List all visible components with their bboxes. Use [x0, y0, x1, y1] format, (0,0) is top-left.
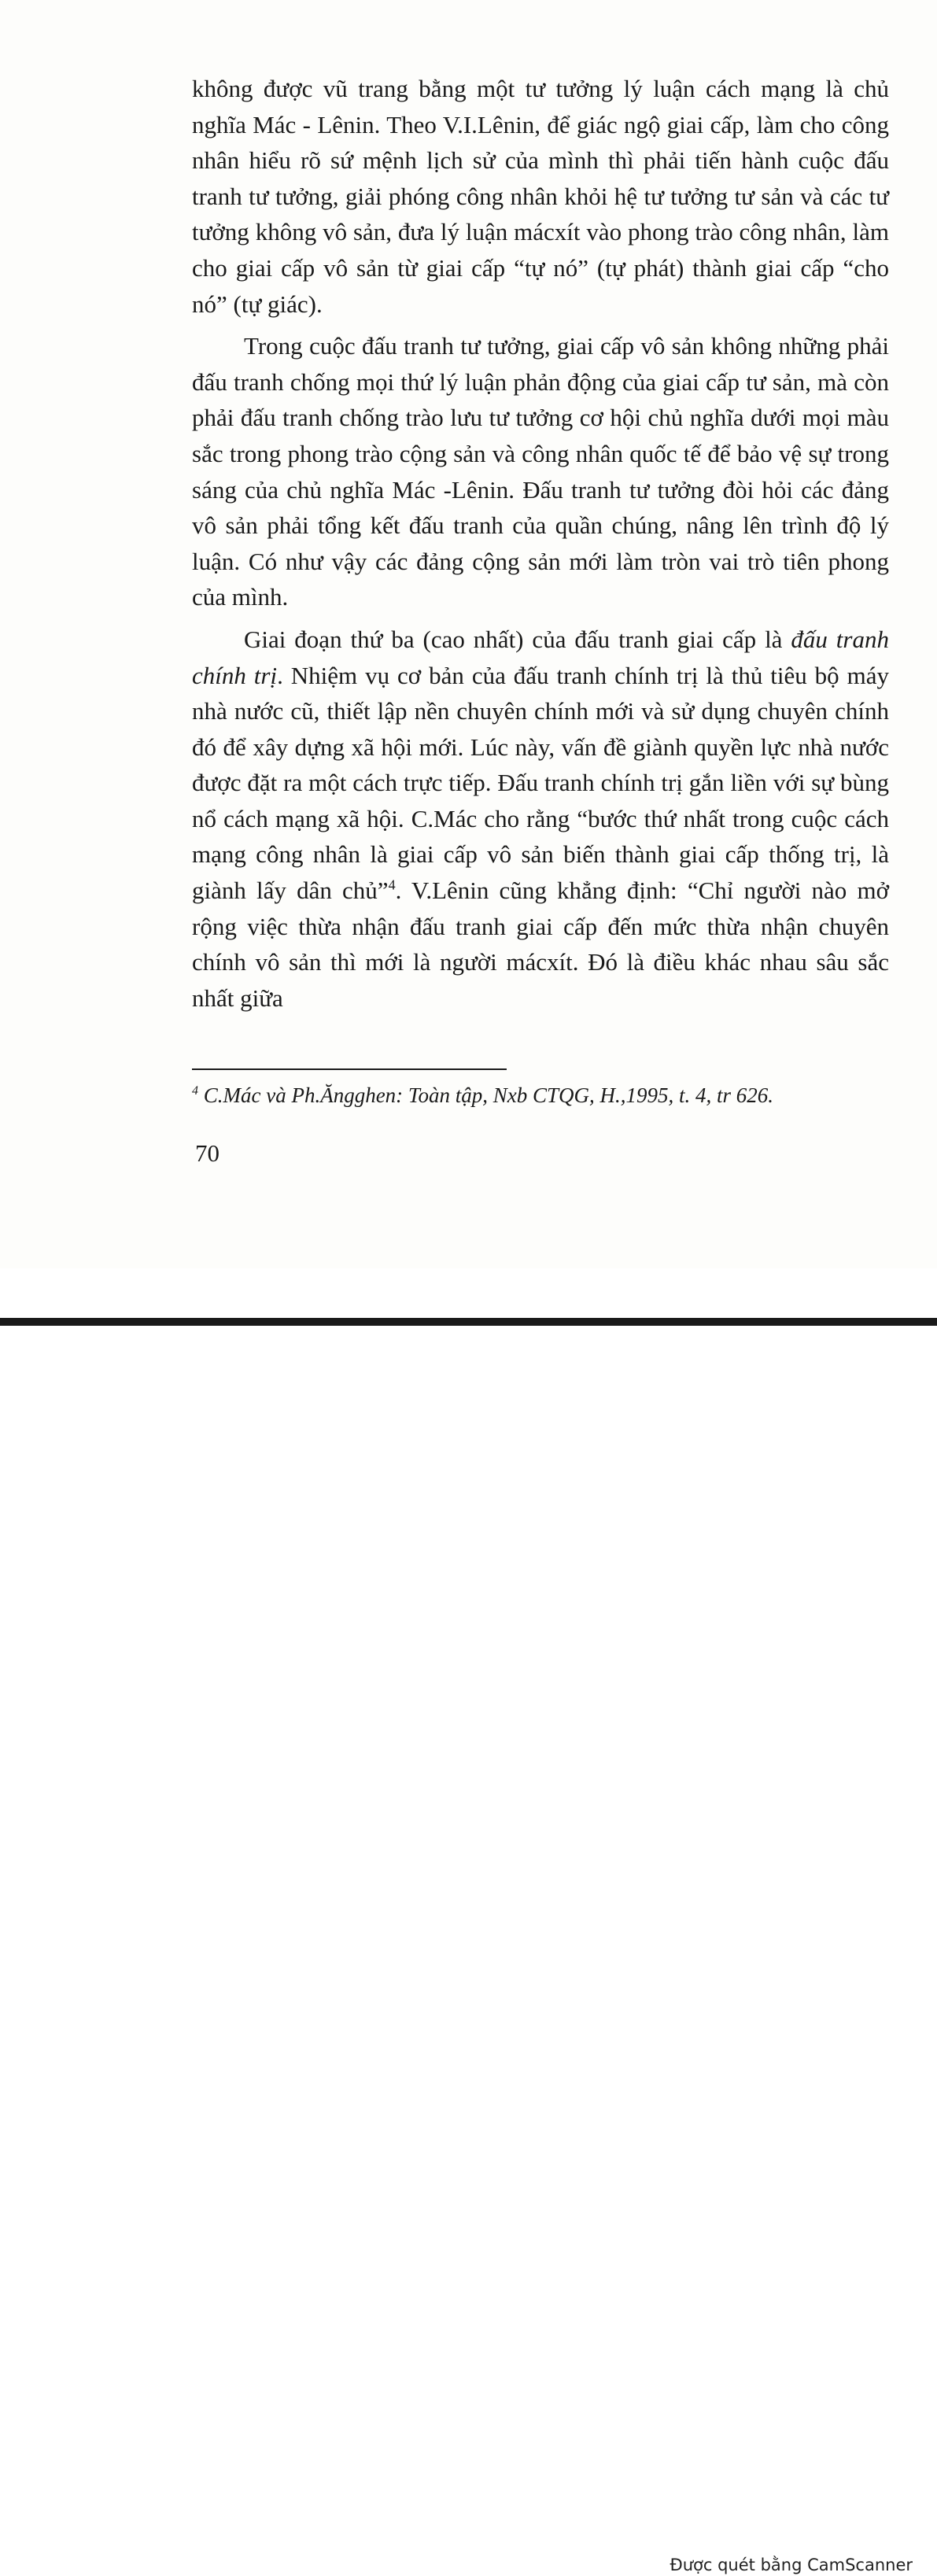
paragraph-3 — [192, 622, 889, 1017]
footnote-marker: 4 — [192, 1084, 198, 1098]
paragraph-3-intro: Giai đoạn thứ ba (cao nhất) của đấu tranh giai cấp là — [244, 625, 791, 653]
bottom-edge — [0, 1318, 937, 1326]
emphasis-political-struggle: đấu tranh chính trị — [192, 625, 889, 689]
footnote-divider — [192, 1068, 507, 1070]
paragraph-3-body: . Nhiệm vụ cơ bản của đấu tranh chính trị là thủ tiêu bộ máy nhà nước cũ, thiết lập nền chuyên chính mới và sử dụng chuyên chính đó để xây dựng xã hội mới. Lúc này, vấn đề giành quyền lực nhà nước được đặt ra một cách trực tiếp. Đấu tranh chính trị gắn liền với sự bùng nổ cách mạng xã hội. C.Mác cho rằng “bước thứ nhất trong cuộc cách mạng công nhân là giai cấp vô sản biến thành giai cấp thống trị, là giành lấy dân chủ” — [192, 661, 889, 905]
footnote — [192, 1081, 900, 1109]
footnote-text: C.Mác và Ph.Ăngghen: Toàn tập, Nxb CTQG, H.,1995, t. 4, tr 626. — [198, 1083, 773, 1107]
scanned-page — [0, 0, 937, 1268]
paragraph-1: không được vũ trang bằng một tư tưởng lý luận cách mạng là chủ nghĩa Mác - Lênin. Theo V.I.Lênin, để giác ngộ giai cấp, làm cho công nhân hiểu rõ sứ mệnh lịch sử của mình thì phải tiến hành cuộc đấu tranh tư tưởng, giải phóng công nhân khỏi hệ tư tưởng tư sản và các tư tưởng không vô sản, đưa lý luận mácxít vào phong trào công nhân, làm cho giai cấp vô sản từ giai cấp “tự nó” (tự phát) thành giai cấp “cho nó” (tự giác). — [192, 75, 889, 318]
paragraph-2: Trong cuộc đấu tranh tư tưởng, giai cấp vô sản không những phải đấu tranh chống mọi thứ lý luận phản động của giai cấp tư sản, mà còn phải đấu tranh chống trào lưu tư tưởng cơ hội chủ nghĩa dưới mọi màu sắc trong phong trào cộng sản và công nhân quốc tế để bảo vệ sự trong sáng của chủ nghĩa Mác -Lênin. Đấu tranh tư tưởng đòi hỏi các đảng vô sản phải tổng kết đấu tranh của quần chúng, nâng lên trình độ lý luận. Có như vậy các đảng cộng sản mới làm tròn vai trò tiên phong của mình. — [192, 332, 889, 611]
body-text — [192, 71, 889, 1022]
footnote-reference: 4 — [388, 877, 396, 893]
page-number: 70 — [195, 1139, 219, 1167]
paragraph-3-tail: . V.Lênin cũng khẳng định: “Chỉ người nào mở rộng việc thừa nhận đấu tranh giai cấp đến mức thừa nhận chuyên chính vô sản thì mới là người mácxít. Đó là điều khác nhau sâu sắc nhất giữa — [192, 877, 889, 1012]
camscanner-watermark: Được quét bằng CamScanner — [670, 2556, 913, 2574]
